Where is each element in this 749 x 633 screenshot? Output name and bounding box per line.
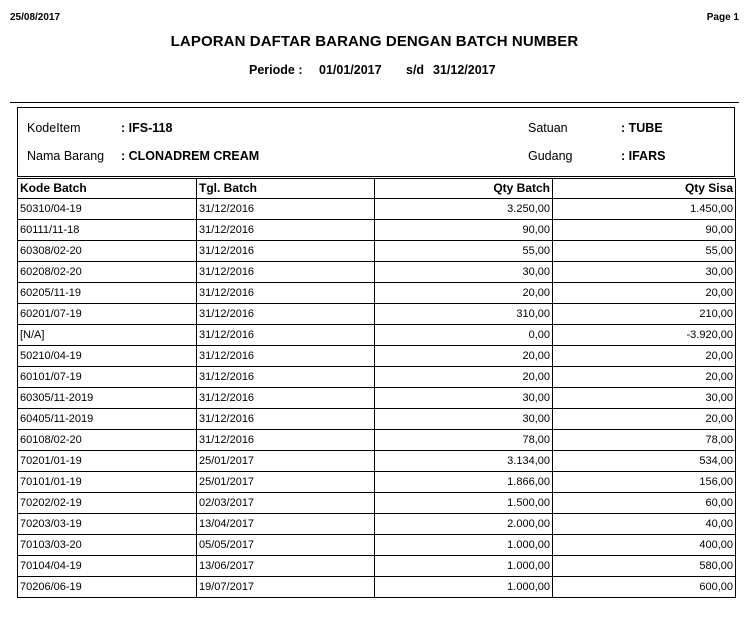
- cell-kode-batch: 70206/06-19: [18, 577, 197, 598]
- cell-qty-batch: 55,00: [375, 241, 553, 262]
- cell-kode-batch: 70203/03-19: [18, 514, 197, 535]
- cell-tgl-batch: 13/04/2017: [197, 514, 375, 535]
- column-header-qty-batch: Qty Batch: [375, 179, 553, 199]
- table-row: [18, 199, 736, 220]
- period-to: 31/12/2017: [433, 63, 496, 77]
- cell-tgl-batch: 31/12/2016: [197, 430, 375, 451]
- cell-qty-sisa: 580,00: [553, 556, 736, 577]
- cell-kode-batch: 50310/04-19: [18, 199, 197, 220]
- table-row: [18, 262, 736, 283]
- unit-label: Satuan: [528, 121, 568, 135]
- cell-tgl-batch: 31/12/2016: [197, 220, 375, 241]
- cell-kode-batch: 60201/07-19: [18, 304, 197, 325]
- cell-qty-batch: 30,00: [375, 409, 553, 430]
- cell-kode-batch: 60208/02-20: [18, 262, 197, 283]
- item-code-label: KodeItem: [27, 121, 81, 135]
- table-row: [18, 388, 736, 409]
- cell-qty-sisa: 20,00: [553, 409, 736, 430]
- report-title: LAPORAN DAFTAR BARANG DENGAN BATCH NUMBER: [170, 33, 579, 50]
- warehouse-label: Gudang: [528, 149, 573, 163]
- cell-qty-sisa: 78,00: [553, 430, 736, 451]
- table-row: [18, 220, 736, 241]
- cell-tgl-batch: 05/05/2017: [197, 535, 375, 556]
- cell-qty-sisa: 1.450,00: [553, 199, 736, 220]
- period-separator: s/d: [406, 63, 425, 77]
- cell-kode-batch: 60101/07-19: [18, 367, 197, 388]
- cell-qty-batch: 2.000,00: [375, 514, 553, 535]
- cell-kode-batch: 60111/11-18: [18, 220, 197, 241]
- cell-tgl-batch: 25/01/2017: [197, 472, 375, 493]
- cell-qty-sisa: 90,00: [553, 220, 736, 241]
- cell-qty-sisa: -3.920,00: [553, 325, 736, 346]
- cell-qty-batch: 0,00: [375, 325, 553, 346]
- unit-value: : TUBE: [621, 121, 663, 135]
- cell-kode-batch: 70101/01-19: [18, 472, 197, 493]
- cell-qty-batch: 30,00: [375, 262, 553, 283]
- table-header-row: [18, 179, 736, 199]
- cell-tgl-batch: 31/12/2016: [197, 283, 375, 304]
- item-info-box: [17, 107, 735, 177]
- cell-tgl-batch: 13/06/2017: [197, 556, 375, 577]
- table-row: [18, 556, 736, 577]
- print-date: 25/08/2017: [10, 12, 61, 23]
- table-row: [18, 514, 736, 535]
- cell-qty-sisa: 156,00: [553, 472, 736, 493]
- item-name-label: Nama Barang: [27, 149, 105, 163]
- table-row: [18, 409, 736, 430]
- cell-kode-batch: 60205/11-19: [18, 283, 197, 304]
- cell-qty-batch: 90,00: [375, 220, 553, 241]
- cell-qty-batch: 1.866,00: [375, 472, 553, 493]
- cell-qty-sisa: 534,00: [553, 451, 736, 472]
- table-row: [18, 577, 736, 598]
- warehouse-value: : IFARS: [621, 149, 666, 163]
- cell-tgl-batch: 31/12/2016: [197, 262, 375, 283]
- table-row: [18, 283, 736, 304]
- cell-qty-batch: 1.500,00: [375, 493, 553, 514]
- cell-qty-sisa: 55,00: [553, 241, 736, 262]
- column-header-tgl-batch: Tgl. Batch: [197, 179, 375, 199]
- table-row: [18, 346, 736, 367]
- cell-qty-batch: 1.000,00: [375, 556, 553, 577]
- item-code-value: : IFS-118: [121, 121, 173, 135]
- cell-tgl-batch: 25/01/2017: [197, 451, 375, 472]
- cell-qty-batch: 1.000,00: [375, 535, 553, 556]
- cell-qty-batch: 30,00: [375, 388, 553, 409]
- cell-qty-batch: 1.000,00: [375, 577, 553, 598]
- cell-qty-batch: 3.250,00: [375, 199, 553, 220]
- cell-qty-batch: 3.134,00: [375, 451, 553, 472]
- column-header-qty-sisa: Qty Sisa: [553, 179, 736, 199]
- table-row: [18, 451, 736, 472]
- cell-kode-batch: 60108/02-20: [18, 430, 197, 451]
- table-row: [18, 430, 736, 451]
- item-name-value: : CLONADREM CREAM: [121, 149, 260, 163]
- period-label: Periode :: [249, 63, 303, 77]
- cell-kode-batch: 70202/02-19: [18, 493, 197, 514]
- cell-tgl-batch: 31/12/2016: [197, 199, 375, 220]
- cell-qty-sisa: 20,00: [553, 283, 736, 304]
- cell-qty-sisa: 30,00: [553, 262, 736, 283]
- cell-kode-batch: 60405/11-2019: [18, 409, 197, 430]
- table-row: [18, 493, 736, 514]
- cell-kode-batch: 70201/01-19: [18, 451, 197, 472]
- cell-qty-sisa: 30,00: [553, 388, 736, 409]
- cell-qty-sisa: 40,00: [553, 514, 736, 535]
- table-row: [18, 367, 736, 388]
- cell-qty-batch: 20,00: [375, 367, 553, 388]
- cell-kode-batch: 50210/04-19: [18, 346, 197, 367]
- table-row: [18, 472, 736, 493]
- cell-qty-sisa: 600,00: [553, 577, 736, 598]
- period-line: [249, 63, 496, 77]
- cell-tgl-batch: 31/12/2016: [197, 409, 375, 430]
- cell-tgl-batch: 31/12/2016: [197, 304, 375, 325]
- cell-tgl-batch: 31/12/2016: [197, 241, 375, 262]
- cell-kode-batch: 70104/04-19: [18, 556, 197, 577]
- header-divider: [10, 102, 739, 103]
- cell-kode-batch: [N/A]: [18, 325, 197, 346]
- column-header-kode-batch: Kode Batch: [18, 179, 197, 199]
- cell-qty-batch: 20,00: [375, 346, 553, 367]
- table-row: [18, 535, 736, 556]
- cell-tgl-batch: 31/12/2016: [197, 388, 375, 409]
- cell-kode-batch: 70103/03-20: [18, 535, 197, 556]
- cell-kode-batch: 60305/11-2019: [18, 388, 197, 409]
- table-row: [18, 304, 736, 325]
- cell-tgl-batch: 31/12/2016: [197, 346, 375, 367]
- cell-tgl-batch: 19/07/2017: [197, 577, 375, 598]
- cell-qty-batch: 78,00: [375, 430, 553, 451]
- cell-qty-sisa: 60,00: [553, 493, 736, 514]
- batch-table: [17, 178, 736, 598]
- cell-qty-batch: 20,00: [375, 283, 553, 304]
- cell-tgl-batch: 31/12/2016: [197, 325, 375, 346]
- table-row: [18, 325, 736, 346]
- cell-tgl-batch: 02/03/2017: [197, 493, 375, 514]
- cell-qty-sisa: 210,00: [553, 304, 736, 325]
- cell-qty-sisa: 20,00: [553, 346, 736, 367]
- page-number: Page 1: [706, 12, 739, 23]
- table-row: [18, 241, 736, 262]
- period-from: 01/01/2017: [319, 63, 382, 77]
- cell-qty-sisa: 20,00: [553, 367, 736, 388]
- cell-qty-batch: 310,00: [375, 304, 553, 325]
- cell-kode-batch: 60308/02-20: [18, 241, 197, 262]
- cell-tgl-batch: 31/12/2016: [197, 367, 375, 388]
- cell-qty-sisa: 400,00: [553, 535, 736, 556]
